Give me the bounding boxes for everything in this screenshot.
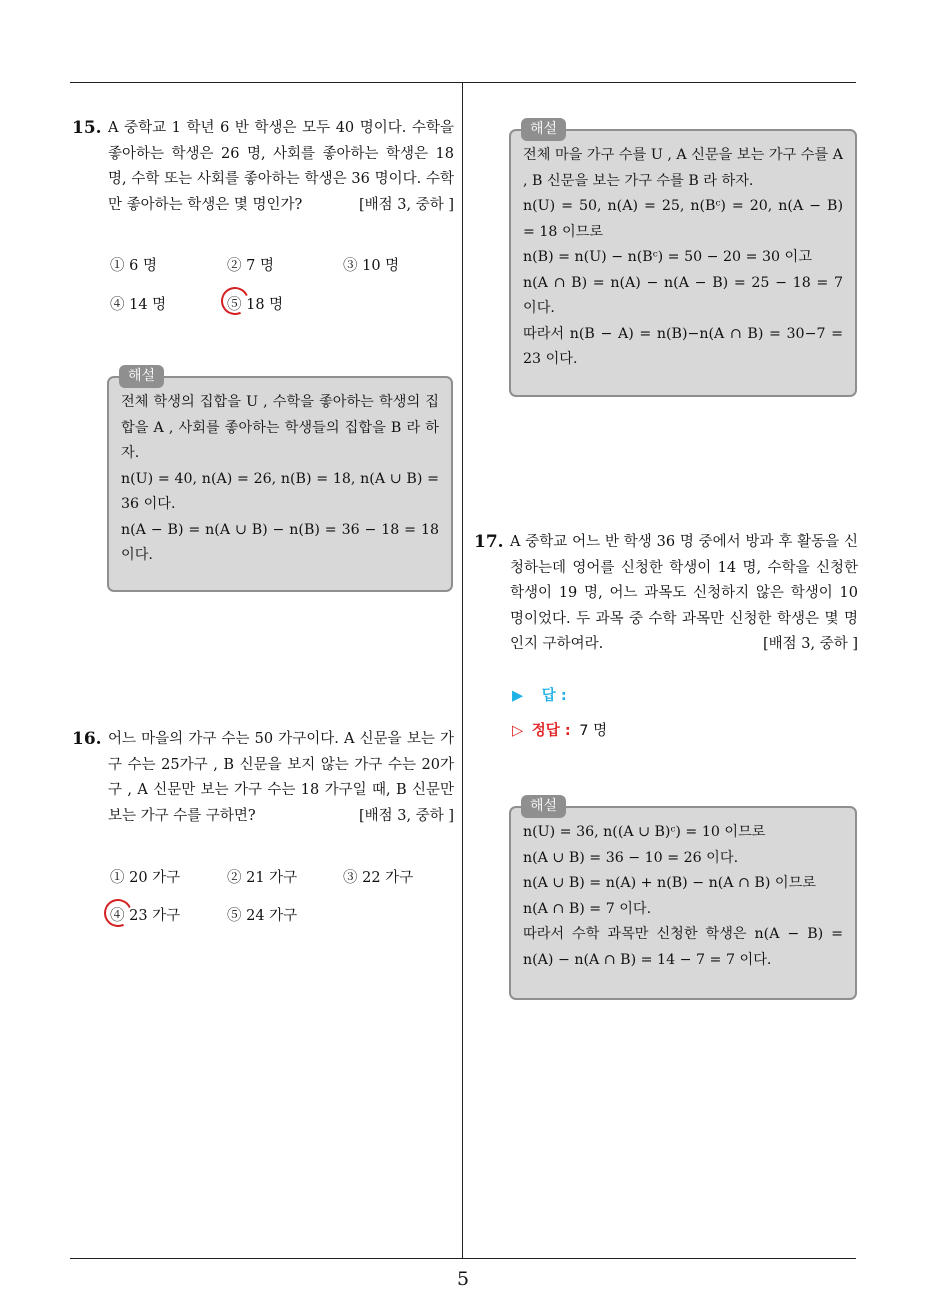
problem-15 [72, 116, 454, 218]
solution-tag: 해설 [119, 365, 164, 388]
solution-line: n(A − B) = n(A ∪ B) − n(B) = 36 − 18 = 18 이다. [121, 521, 439, 563]
choice-4[interactable]: ④ 23 가구 [110, 908, 181, 924]
solution-line: n(U) = 36, n((A ∪ B)ᶜ) = 10 이므로 [523, 824, 766, 840]
problem-statement: 어느 마을의 가구 수는 50 가구이다. A 신문을 보는 가구 수는 25가구 , B 신문을 보지 않는 가구 수는 20가구 , A 신문만 보는 가구 수는 18 가구일 때, B 신문만 보는 가구 수를 구하면? [108, 731, 454, 824]
solution-box-16 [509, 121, 857, 397]
solution-line: 따라서 n(B − A) = n(B)−n(A ∩ B) = 30−7 = 23 이다. [523, 325, 843, 367]
solution-line: n(U) = 40, n(A) = 26, n(B) = 18, n(A ∪ B) = 36 이다. [121, 470, 439, 512]
problem-text [510, 530, 858, 658]
bottom-rule [70, 1258, 856, 1259]
triangle-outline-icon: ▷ [512, 723, 524, 739]
choice-1[interactable]: ① 6 명 [110, 258, 157, 274]
problem-meta: [배점 3, 중하 ] [762, 636, 858, 652]
page-number: 5 [456, 1268, 470, 1290]
correct-value: 7 명 [579, 723, 608, 739]
problem-17 [474, 530, 858, 658]
correct-answer-row [512, 719, 607, 740]
top-rule [70, 82, 856, 83]
solution-line: 전체 마을 가구 수를 U , A 신문을 보는 가구 수를 A , B 신문을 보는 가구 수를 B 라 하자. [523, 147, 843, 189]
choice-3[interactable]: ③ 22 가구 [343, 870, 414, 886]
column-divider [462, 82, 463, 1258]
solution-tag: 해설 [521, 795, 566, 818]
problem-number: 15. [72, 118, 102, 138]
choice-5[interactable]: ⑤ 24 가구 [227, 908, 298, 924]
problem-16 [72, 727, 454, 829]
correct-label: 정답 : [531, 723, 571, 739]
choice-3[interactable]: ③ 10 명 [343, 258, 400, 274]
solution-line: n(U) = 50, n(A) = 25, n(Bᶜ) = 20, n(A − B) = 18 이므로 [523, 198, 843, 240]
choice-4[interactable]: ④ 14 명 [110, 297, 167, 313]
problem-meta: [배점 3, 중하 ] [358, 807, 454, 824]
solution-line: n(A ∩ B) = 7 이다. [523, 900, 652, 917]
problem-statement: A 중학교 어느 반 학생 36 명 중에서 방과 후 활동을 신청하는데 영어를 신청한 학생이 14 명, 수학을 신청한 학생이 19 명, 어느 과목도 신청하지 않은 학생이 10 명이었다. 두 과목 중 수학 과목만 신청한 학생은 몇 명인지 구하여라. [510, 534, 858, 652]
answer-input-row[interactable] [512, 684, 567, 705]
selected-answer-mark [100, 895, 136, 931]
problem-text [108, 116, 454, 218]
problem-number: 16. [72, 729, 102, 749]
problem-statement: A 중학교 1 학년 6 반 학생은 모두 40 명이다. 수학을 좋아하는 학생은 26 명, 사회를 좋아하는 학생은 18 명, 수학 또는 사회를 좋아하는 학생은 36 명이다. 수학만 좋아하는 학생은 몇 명인가? [108, 120, 454, 213]
solution-line: n(B) = n(U) − n(Bᶜ) = 50 − 20 = 30 이고 [523, 249, 812, 265]
solution-tag: 해설 [521, 118, 566, 141]
solution-line: n(A ∪ B) = n(A) + n(B) − n(A ∩ B) 이므로 [523, 875, 817, 891]
solution-line: 전체 학생의 집합을 U , 수학을 좋아하는 학생의 집합을 A , 사회를 좋아하는 학생들의 집합을 B 라 하자. [121, 394, 439, 461]
solution-box-15 [107, 368, 453, 592]
solution-line: n(A ∪ B) = 36 − 10 = 26 이다. [523, 849, 739, 866]
solution-box-17 [509, 798, 857, 1000]
problem-meta: [배점 3, 중하 ] [358, 196, 454, 213]
choice-2[interactable]: ② 21 가구 [227, 870, 298, 886]
choice-5[interactable]: ⑤ 18 명 [227, 297, 284, 313]
solution-line: n(A ∩ B) = n(A) − n(A − B) = 25 − 18 = 7 이다. [523, 274, 843, 316]
triangle-right-icon: ▶ [512, 688, 524, 704]
answer-label: 답 : [541, 688, 567, 704]
problem-number: 17. [474, 532, 504, 552]
choice-2[interactable]: ② 7 명 [227, 258, 274, 274]
choice-1[interactable]: ① 20 가구 [110, 870, 181, 886]
solution-line: 따라서 수학 과목만 신청한 학생은 n(A − B) = n(A) − n(A ∩ B) = 14 − 7 = 7 이다. [523, 926, 843, 968]
problem-text [108, 727, 454, 829]
